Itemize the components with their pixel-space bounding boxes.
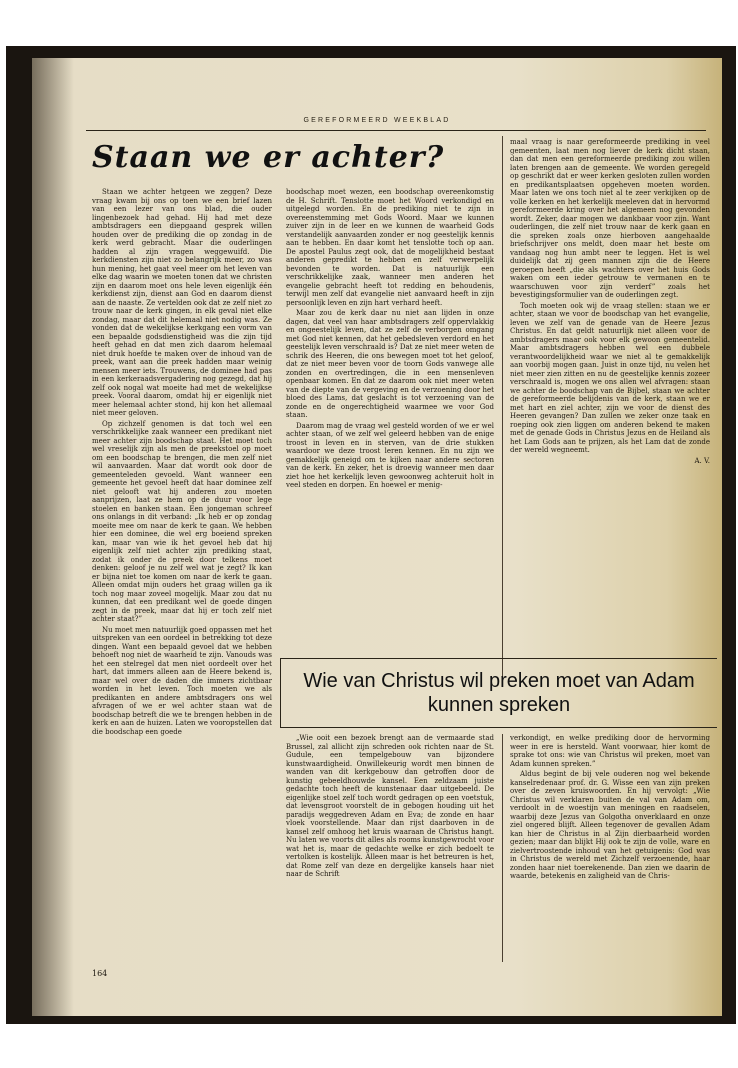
paragraph: Toch moeten ook wij de vraag stellen: staan we er achter, staan we voor de boodschap van het evangelie, leven we zelf van de genade van de Heere Jezus Christus. En dat geldt natuurlijk niet alleen voor de ambtsdragers maar ook voor elk gewoon gemeentelid. Maar ambtsdragers hebben wel een dubbele verantwoordelijkheid waar we niet al te gemakkelijk aan voorbij mogen gaan. Juist in onze tijd, nu velen het niet meer zien zitten en nu de geestelijke kennis zozeer verschraald is, mogen we ons allen wel afvragen: staan we achter de boodschap van de Bijbel, staan we achter de gereformeerde belijdenis van de kerk, staan we er met hart en ziel achter, zijn we voor de dienst des Heeren gevangen? Dan zullen we zeker onze taak en roeping ook zien liggen om anderen bekend te maken met de genade Gods in Christus Jezus en de Heiland als het Lam Gods aan te prijzen, als het Lam dat de zonde der wereld wegneemt. [510, 301, 710, 454]
article-column-2 [286, 188, 494, 656]
article-column-3 [510, 138, 710, 656]
running-header: GEREFORMEERD WEEKBLAD [303, 117, 451, 124]
article-column-2 [510, 734, 710, 966]
paragraph: Staan we achter hetgeen we zeggen? Deze vraag kwam bij ons op toen we een brief lazen van een lezer van ons blad, die ouder lingenbezoek had gehad. Hij had met deze ambtsdragers een diepgaand gesprek willen houden over de prediking die op zondag in de kerk werd gebracht. Maar die ouderlingen hadden al zijn vragen weggewuifd. Die kerkdiensten zijn niet zo belangrijk meer, zo was hun mening, het gaat veel meer om het leven van elke dag waarin we moeten tonen dat we christen zijn en daarom moet ons hele leven eigenlijk één kerkdienst zijn, dienst aan God en daarom dienst aan de naaste. Ze vertelden ook dat ze zelf niet zo trouw naar de kerk gingen, in elk geval niet elke zondag, maar dat dit helemaal niet nodig was. Ze vonden dat de wekelijkse kerkgang een vorm van een bepaalde godsdienstigheid was die zijn tijd heeft gehad en dat men zich daarom helemaal niet druk hoefde te maken over de inhoud van de preek, want aan die preek hadden maar weinig mensen meer iets. Trouwens, de dominee had pas in een kerkeraadsvergadering nog gezegd, dat hij zelf ook nogal wat moeite had met de wekelijkse preek. Vooral daarom, omdat hij er eigenlijk niet meer helemaal achter stond, hij kon het allemaal niet meer geloven. [92, 188, 272, 417]
article-title: Wie van Christus wil preken moet van Adam kunnen spreken [303, 670, 695, 716]
magazine-page [32, 58, 722, 1016]
article-column-1 [92, 188, 272, 958]
article-title: Staan we er achter? [92, 140, 445, 175]
article-column-1 [286, 734, 494, 966]
author-signature: A. V. [694, 456, 710, 465]
paragraph: boodschap moet wezen, een boodschap overeenkomstig de H. Schrift. Tenslotte moet het Woord verkondigd en uitgelegd worden. En de prediking niet te zijn in overeenstemming met Gods Woord. Maar we kunnen zuiver zijn in de leer en we kunnen de waarheid Gods verstandelijk aanvaarden zonder er nog geestelijk kennis aan te hebben. En daar komt het tenslotte toch op aan. De apostel Paulus zegt ook, dat de mogelijkheid bestaat anderen gepredikt te hebben en zelf verwerpelijk bevonden te worden. Dat is natuurlijk een verschrikkelijke zaak, wanneer men anderen het evangelie gebracht heeft tot redding en behoudenis, terwijl men zelf dat evangelie niet aanvaard heeft in zijn persoonlijk leven en zijn hart verhard heeft. [286, 188, 494, 307]
paragraph: Op zichzelf genomen is dat toch wel een verschrikkelijke zaak wanneer een predikant niet meer achter zijn boodschap staat. Het moet toch wel vreselijk zijn als men de preekstoel op moet om een boodschap te brengen, die men zelf niet wil aanvaarden. Maar dat wordt ook door de gemeenteleden gevoeld. Want wanneer een gemeente het gevoel heeft dat haar dominee zelf niet gelooft wat hij anderen zou moeten aanprijzen, laat ze hem op de duur voor lege stoelen en banken staan. Een jongeman schreef ons onlangs in dit verband: „Ik heb er op zondag moeite mee om naar de kerk te gaan. We hebben hier een dominee, die wel erg boeiend spreken kan, maar van wie ik het gevoel heb dat hij eigenlijk zelf niet achter zijn prediking staat, zodat ik onder de preek door telkens moet denken: geloof je nu zelf wel wat je zegt? Ik kan er bijna niet toe komen om naar de kerk te gaan. Alleen omdat mijn ouders het graag willen ga ik toch nog maar zoveel mogelijk. Maar zou dat nu kunnen, dat een predikant wel de goede dingen zegt in de preek, maar dat hij er toch zelf niet achter staat?” [92, 419, 272, 623]
paragraph: Daarom mag de vraag wel gesteld worden of we er wel achter staan, of we zelf wel geleerd hebben van de enige troost in leven en in sterven, van de drie stukken waardoor we deze troost leren kennen. En nu zijn we gemakkelijk geneigd om te kijken naar andere sectoren van de kerk. En zeker, het is droevig wanneer men daar ziet hoe het kerkelijk leven gewoonweg achteruit holt in veel steden en dorpen. En hoewel er menig- [286, 421, 494, 489]
paragraph: maal vraag is naar gereformeerde prediking in veel gemeenten, laat men nog liever de kerk dicht staan, dan dat men een gereformeerde prediking zou willen laten brengen aan de gemeente. We worden geregeld op geschrikt dat er weer kerken gesloten zullen worden en predikantsplaatsen opgeheven moeten worden. Maar laten we ons toch niet al te zeer verkijken op de volle kerken en het kerkelijk meeleven dat in hervormd gereformeerde kring over het algemeen nog gevonden wordt. Zeker, daar mogen we dankbaar voor zijn. Want ouderlingen, die zelf niet trouw naar de kerk gaan en die spreken zoals onze hierboven aangehaalde briefschrijver ons meldt, doen maar het beste om vandaag nog hun ambt neer te leggen. Het is wel duidelijk dat zij geen mannen zijn die de Heere geroepen heeft „die als wachters over het huis Gods waken om een ieder getrouw te vermanen en te waarschuwen voor zijn verderf” zoals het bevestigingsformulier van de ouderlingen zegt. [510, 138, 710, 299]
column-divider [502, 734, 503, 962]
paragraph: „Wie ooit een bezoek brengt aan de vermaarde stad Brussel, zal allicht zijn schreden ook richten naar de St. Gudule, een tempelgebouw van bijzondere kunstwaardigheid. Onwillekeurig wordt men binnen de wanden van dit kerkgebouw dan getroffen door de kunstig gebeeldhouwde kansel. Een zeldzaam juiste gedachte toch heeft de kunstenaar daar uitgebeeld. De eigenlijke stoel zelf toch wordt gedragen op een voetstuk, dat levensgroot voorstelt de in gebogen houding uit het paradijs weggedreven Adam en Eva; de zonde en haar vloek voorstellende. Maar dan rijst daarboven in de kansel zelf omhoog het kruis waaraan de Christus hangt. Nu laten we voorts dit alles als rooms kunstgewrocht voor wat het is, maar de gedachte welke er zich bedoelt te vertolken is kostelijk. Alleen maar is het betreuren is het, dat Rome zelf van deze en dergelijke kansels haar niet naar de Schrift [286, 734, 494, 878]
paragraph: verkondigt, en welke prediking door de hervorming weer in ere is hersteld. Want voorwaar, hier komt de sprake tot ons: wie van Christus wil preken, moet van Adam kunnen spreken.” [510, 734, 710, 768]
paragraph: Aldus begint de bij vele ouderen nog wel bekende kanselredenaar prof. dr. G. Wisse een van zijn preken over de zeven kruiswoorden. En hij vervolgt: „Wie Christus wil verklaren buiten de val van Adam om, verdoolt in de woestijn van meningen en raadselen, waarbij deze Jezus van Golgotha onverklaard en onze ziel ongered blijft. Alleen tegenover de gevallen Adam kan hier de Christus in al Zijn dierbaarheid worden gezien; maar dan blijkt Hij ook te zijn de volle, ware en zielvertroostende inhoud van het getuigenis: God was in Christus de wereld met Zichzelf verzoenende, haar zonden haar niet toerekenende. Dan zien we daarin de waarde, betekenis en zaligheid van de Chris- [510, 770, 710, 880]
paragraph: Maar zou de kerk daar nu niet aan lijden in onze dagen, dat veel van haar ambtsdragers zelf oppervlakkig en ongeestelijk leven, dat ze zelf de verborgen omgang met God niet kennen, dat het gebedsleven verdord en het geestelijk leven verschraald is? Dat ze niet meer weten de schrik des Heeren, die ons bewegen moet tot het geloof, dat ze niet meer beven voor de toorn Gods vanwege alle zonden en overtredingen, die in een mensenleven openbaar komen. En dat ze daarom ook niet meer weten van de diepte van de vergeving en de verzoening door het bloed des Lams, dat geslacht is tot verzoening van de zonde en de ongerechtigheid waarmee we voor God staan. [286, 309, 494, 419]
article-title-box [280, 658, 717, 728]
scanned-page-frame [6, 46, 736, 1024]
header-rule [86, 130, 706, 131]
paragraph: Nu moet men natuurlijk goed oppassen met het uitspreken van een oordeel in betrekking tot deze dingen. Want een bepaald gevoel dat we hebben behoeft nog niet de waarheid te zijn. Vanouds was het een stelregel dat men niet oordeelt over het hart, dat immers alleen aan de Heere bekend is, maar wel over de daden die immers zichtbaar worden in het leven. Toch moeten we als predikanten en andere ambtsdragers ons wel afvragen of we er wel achter staan wat de boodschap betreft die we te brengen hebben in de kerk en aan de huizen. Laten we vooropstellen dat die boodschap een goede [92, 625, 272, 736]
page-number: 164 [92, 969, 108, 978]
column-divider [502, 136, 503, 676]
